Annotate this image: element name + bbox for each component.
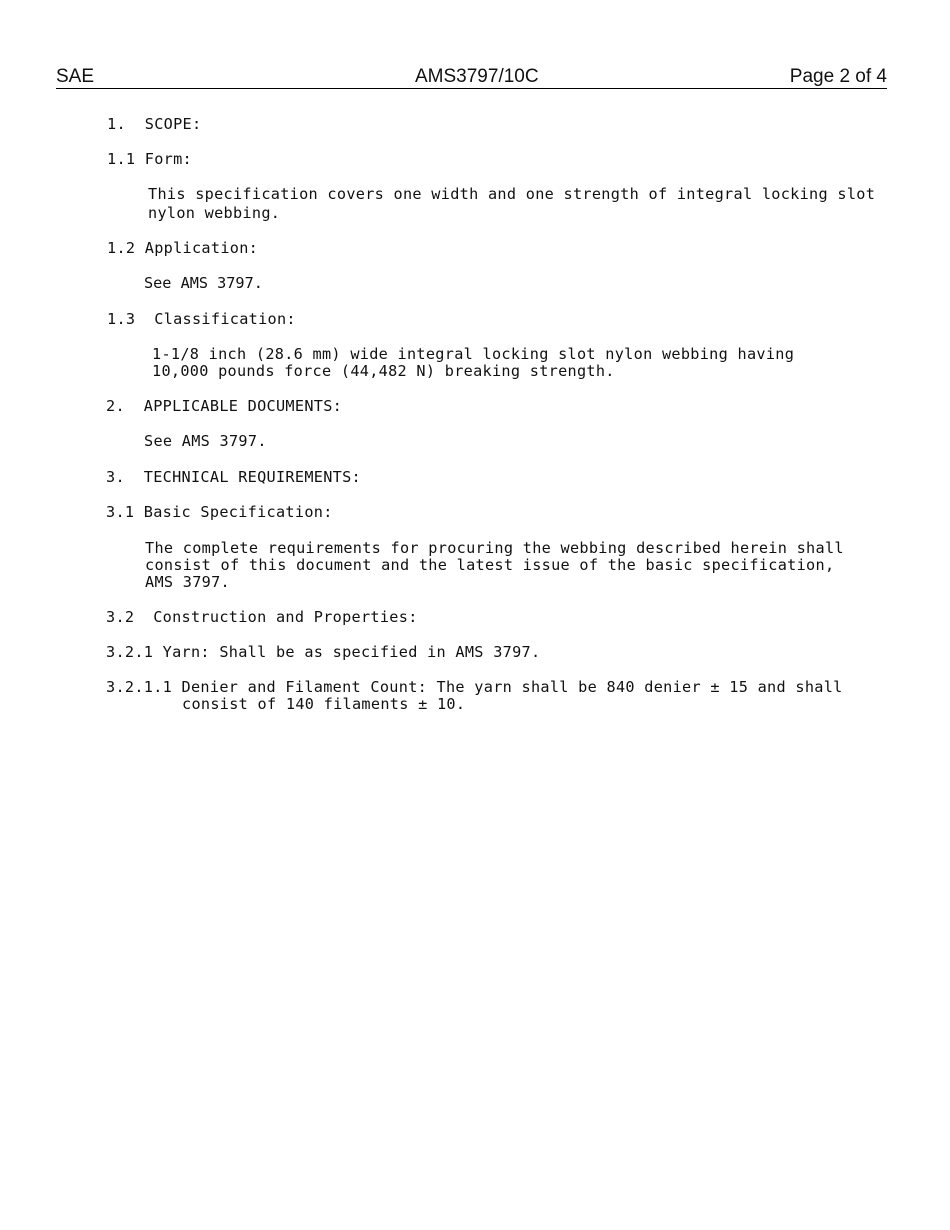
- section-1-1-text: nylon webbing.: [148, 204, 281, 222]
- section-3-2-1-1-text: 3.2.1.1 Denier and Filament Count: The yarn shall be 840 denier ± 15 and shall: [106, 678, 843, 696]
- section-3-1-text: AMS 3797.: [145, 573, 230, 591]
- header-page-number: Page 2 of 4: [789, 66, 887, 87]
- section-3-1-heading: 3.1 Basic Specification:: [106, 503, 333, 521]
- section-1-2-heading: 1.2 Application:: [107, 239, 259, 257]
- section-1-heading: 1. SCOPE:: [107, 115, 202, 133]
- page-header: [56, 66, 887, 89]
- section-2-text: See AMS 3797.: [144, 432, 267, 450]
- section-3-2-1-1-text: consist of 140 filaments ± 10.: [182, 695, 466, 713]
- header-doc-number: AMS3797/10C: [415, 66, 539, 87]
- section-1-1-heading: 1.1 Form:: [107, 150, 192, 168]
- section-3-2-heading: 3.2 Construction and Properties:: [106, 608, 418, 626]
- section-3-1-text: consist of this document and the latest issue of the basic specification,: [145, 556, 835, 574]
- section-2-heading: 2. APPLICABLE DOCUMENTS:: [106, 397, 343, 415]
- section-1-1-text: This specification covers one width and one strength of integral locking slot: [148, 185, 876, 203]
- section-1-3-text: 10,000 pounds force (44,482 N) breaking strength.: [152, 362, 615, 380]
- section-1-2-text: See AMS 3797.: [144, 274, 263, 292]
- section-3-heading: 3. TECHNICAL REQUIREMENTS:: [106, 468, 361, 486]
- section-3-2-1-text: 3.2.1 Yarn: Shall be as specified in AMS 3797.: [106, 643, 541, 661]
- section-1-3-text: 1-1/8 inch (28.6 mm) wide integral locking slot nylon webbing having: [152, 345, 795, 363]
- header-org: SAE: [56, 66, 95, 87]
- section-1-3-heading: 1.3 Classification:: [107, 310, 296, 328]
- section-3-1-text: The complete requirements for procuring the webbing described herein shall: [145, 539, 844, 557]
